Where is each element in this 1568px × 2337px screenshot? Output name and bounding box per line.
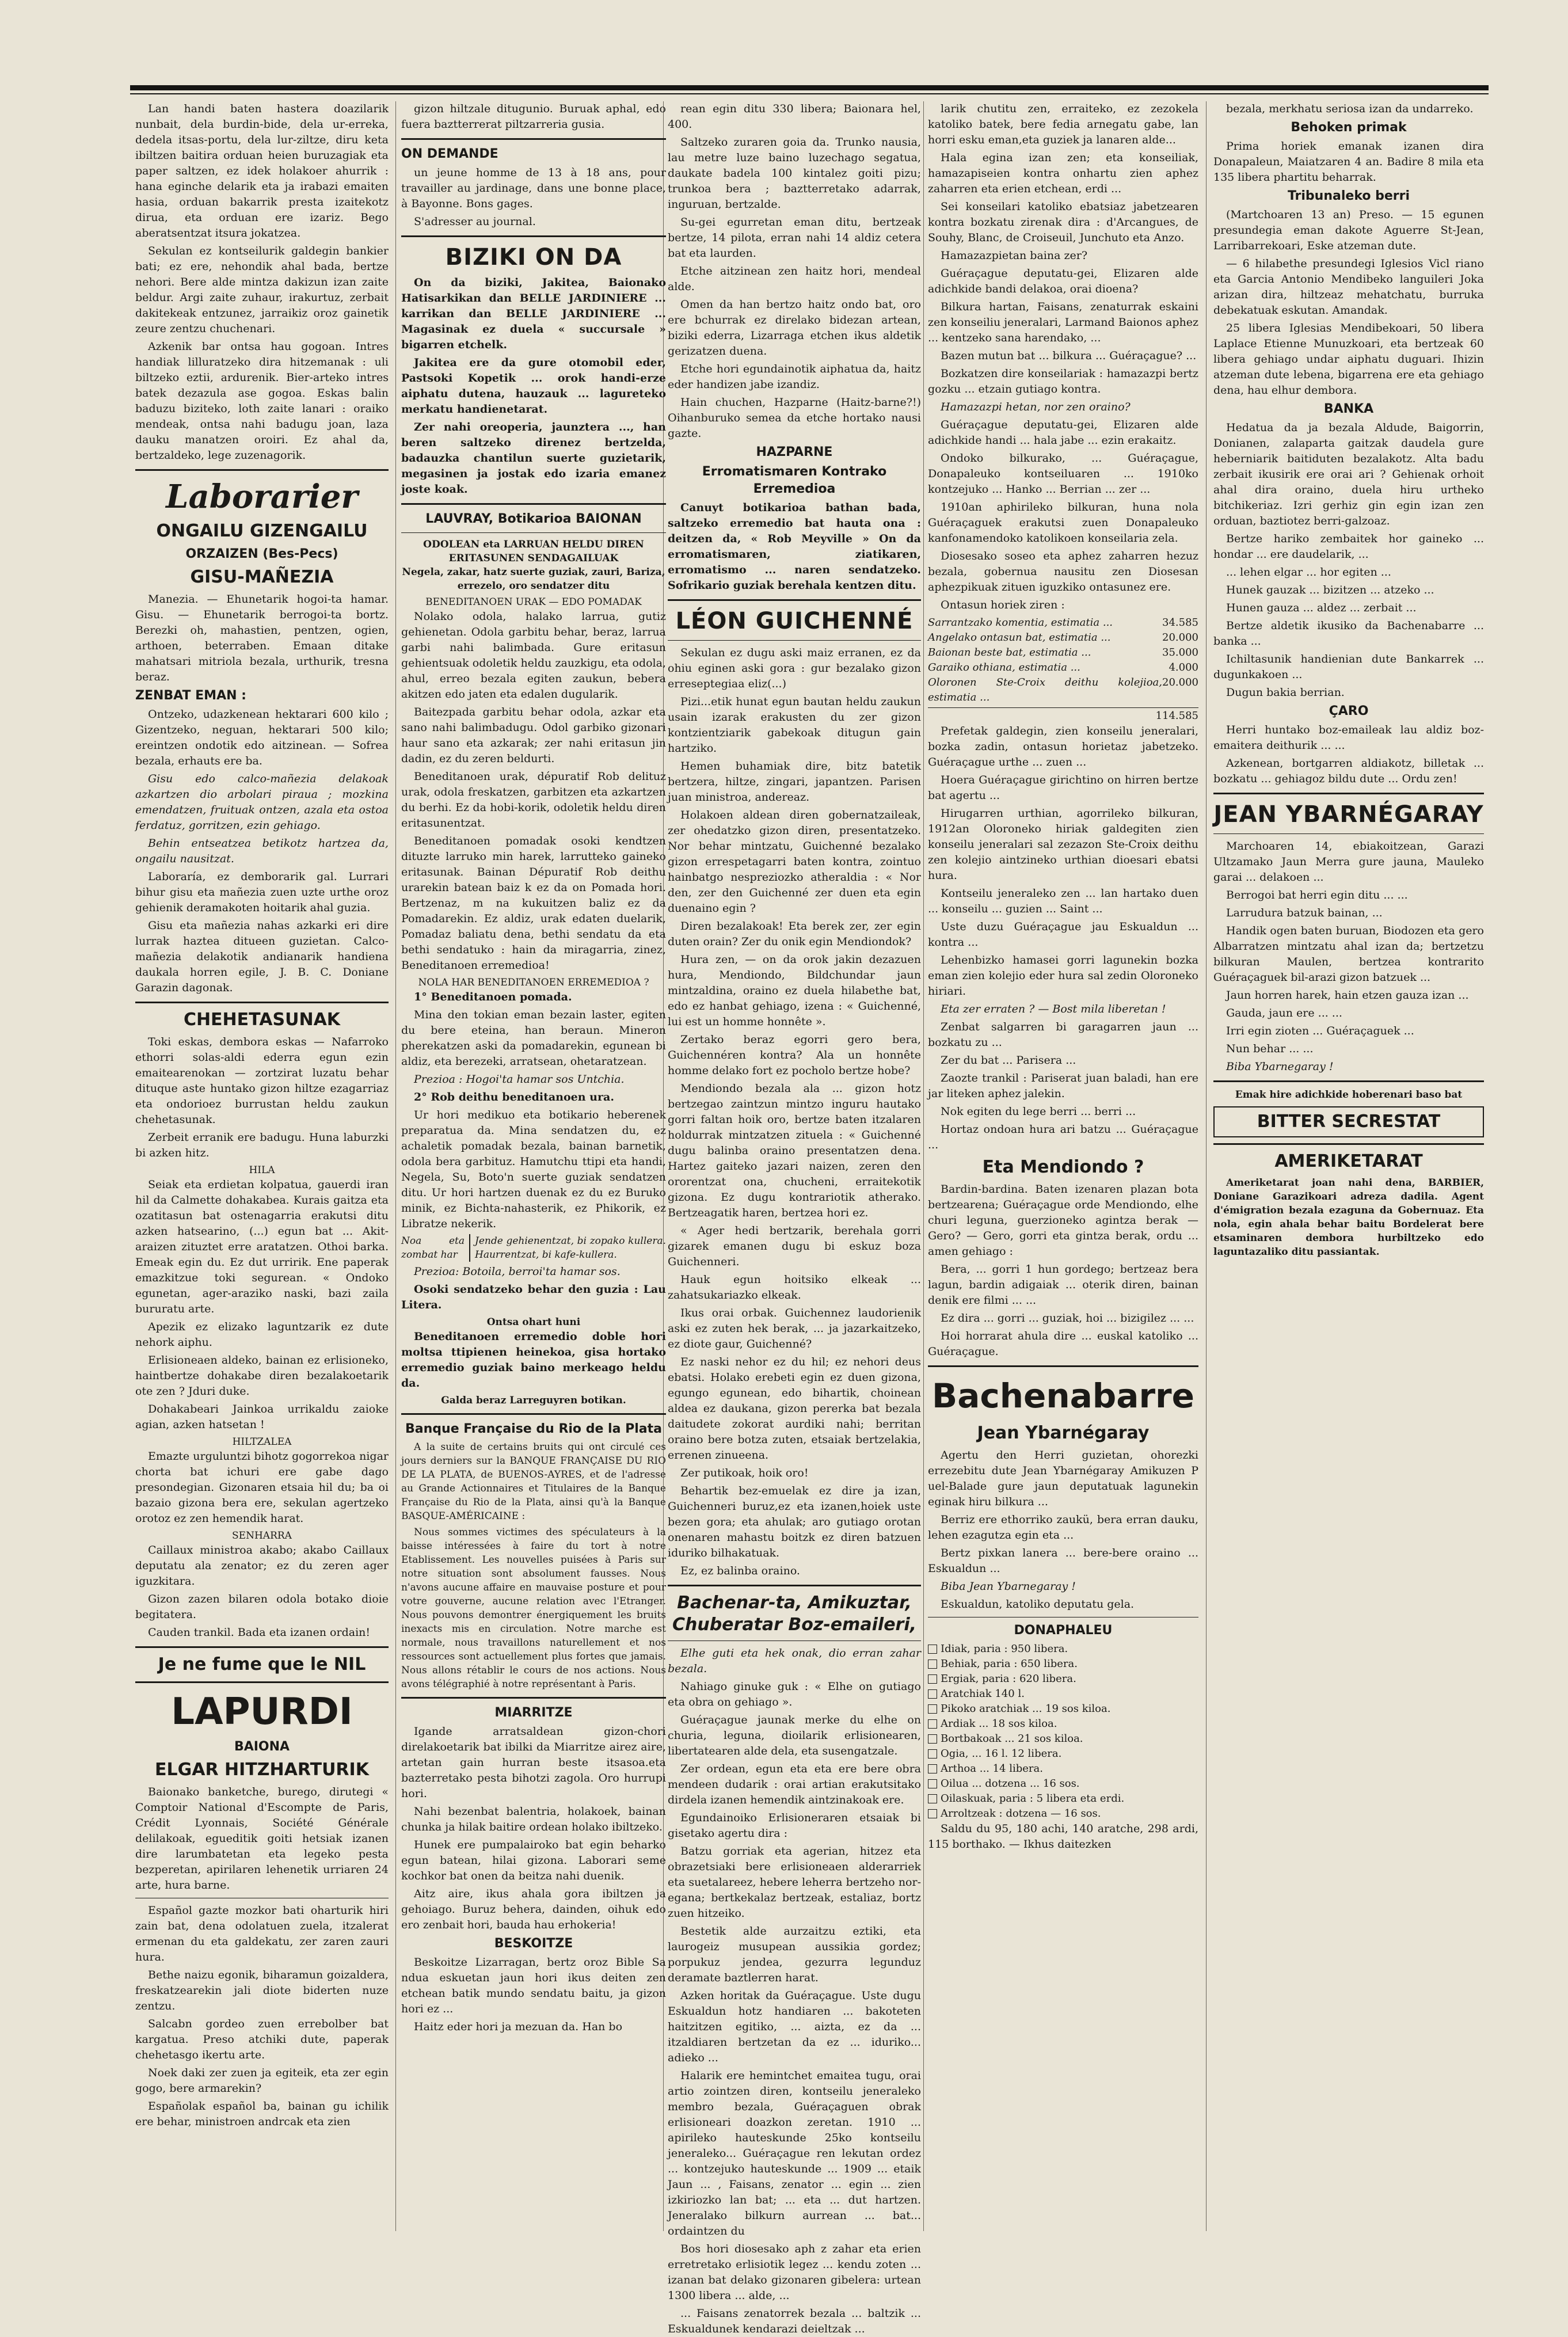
article-text: Nok egiten du lege berri ... berri ...: [941, 1105, 1136, 1118]
article-text: Bestetik alde aurzaitzu eztiki, eta laurogeiz musupean aussikia gordez; porpukuz jendea, gezurra legunduz deramate baztlerren harat.: [668, 1925, 921, 1984]
divider: [668, 1585, 921, 1586]
article-text: Diren bezalakoak! Eta berek zer, zer egin duten orain? Zer du onik egin Mendiondok?: [668, 920, 921, 948]
ad-text: S'adresser au journal.: [414, 215, 536, 228]
ad-text: Nolako odola, halako larrua, gutiz gehienetan. Odola garbitu behar, beraz, larrua garbi nahi balimbada. Gure eritasun gehientsuak odoletik heldu zauzkigu, eta odola, ahul, erreo bezala egiten zaukun, bebera akitzen edo jaten eta edalen dugularik.: [401, 610, 666, 701]
article-text: Bazen mutun bat ... bilkura ... Guéraçague? ...: [941, 349, 1197, 362]
section-title: Eta Mendiondo ?: [982, 1157, 1144, 1177]
property-row: [928, 615, 1198, 630]
article-text: Diosesako soseo eta aphez zaharren hezuz bezala, gobernua nausitu zen Diosesan aphezpikuak zituen iguzkiko ontasunez ere.: [928, 550, 1198, 593]
article-text: Beskoitze Lizarragan, bertz oroz Bible Sa ndua eskuetan jaun hori ikus deiten zen etchean batik mundo sendatu baitu, ja gizon hori ez ...: [401, 1956, 666, 2015]
article-text: Haitz eder hori ja mezuan da. Han bo: [414, 2020, 623, 2033]
ad-text: Behin entseatzea betikotz hartzea da, ongailu nausitzat.: [135, 837, 389, 865]
property-value: 4.000: [1169, 661, 1198, 673]
ad-footer: Galda beraz Larreguyren botikan.: [441, 1395, 626, 1406]
ad-heading: LAUVRAY, Botikarioa BAIONAN: [425, 512, 642, 526]
property-row: [928, 630, 1198, 645]
ad-heading: Erromatismaren Kontrako Erremedioa: [702, 465, 887, 496]
property-value: 35.000: [1162, 646, 1198, 659]
subheading: HILTZALEA: [232, 1436, 292, 1448]
article-text: Bilkura hartan, Faisans, zenaturrak eskaini zen konseiliu jeneralari, Larmand Baionos aphez ... kentzeko sana harendako, ...: [928, 300, 1198, 344]
dosage-table: [401, 1234, 666, 1262]
divider: [135, 469, 389, 471]
article-text: Hirugarren urthian, agorrileko bilkuran, 1912an Oloroneko hiriak galdegiten zien konseilu jeneralari sal zezazon Ste-Croix deithu zen kolejio aintzineko urthian dioesari ebatsi hura.: [928, 807, 1198, 882]
market-price-item: [928, 1806, 1198, 1821]
article-text: Larrudura batzuk bainan, ...: [1226, 907, 1383, 919]
article-text: Ikus orai orbak. Guichennez laudorienik aski ez zuten hek berak, ... ja jazarkaitzeko, ez diote gaur, Guichenné?: [668, 1307, 921, 1350]
article-text: — 6 hilabethe presundegi Iglesios Vicl riano eta Garcia Antonio Mendibeko languileri Joka arizan dira, hiltzeaz mehatchatu, burruka debekatuak eskutan. Amandak.: [1213, 257, 1484, 317]
subheading: HILA: [249, 1164, 275, 1176]
market-price-text: Ergiak, paria : 620 libera.: [941, 1673, 1076, 1685]
property-row: [928, 660, 1198, 675]
property-name: Sarrantzako komentia, estimatia ...: [928, 616, 1113, 629]
column-divider: [395, 101, 396, 2231]
ad-heading: BIZIKI ON DA: [445, 244, 622, 271]
ad-text: Baitezpada garbitu behar odola, azkar eta sano nahi balimbadugu. Odol garbiko gizonari haur sano eta azkarak; zer nahi eritasun jin dadin, ez du zeren beldurti.: [401, 706, 666, 765]
column-1: [135, 101, 389, 2231]
article-text: Sei konseilari katoliko ebatsiaz jabetzearen kontra bozkatu zirenak dira : d'Arcangues, de Souhy, Blanc, de Croiseuil, Junchuto eta Anzo.: [928, 200, 1198, 244]
article-text: Etche aitzinean zen haitz hori, mendeal alde.: [668, 265, 921, 293]
market-price-text: Aratchiak 140 l.: [941, 1688, 1025, 1700]
market-price-text: Bortbakoak ... 21 sos kiloa.: [941, 1733, 1083, 1745]
market-price-item: [928, 1761, 1198, 1776]
divider: [668, 599, 921, 601]
ad-text: Manezia. — Ehunetarik hogoi-ta hamar. Gisu. — Ehunetarik berrogoi-ta bortz. Berezki oh, mahastien, pentzen, ogien, arthoen, beterraben. Emaan ditake mahatsari mitriola bezala, urthurik, tresna beraz.: [135, 593, 389, 683]
article-text: gizon hiltzale ditugunio. Buruak aphal, edo fuera baztterrerat piltzarreria gusia.: [401, 102, 666, 131]
column-2: [401, 101, 666, 2231]
market-price-item: [928, 1776, 1198, 1791]
ad-text: Jakitea ere da gure otomobil eder, Pastsoki Kopetik ... orok handi-erze aiphatu dutena, hauzauk ... lagureteko merkatu handienetarat.: [401, 356, 666, 416]
section-title: HAZPARNE: [756, 445, 833, 459]
bullet-box-icon: [928, 1704, 937, 1714]
article-text: Halarik ere hemintchet emaitea tugu, orai artio zointzen diren, kontseilu jeneraleko membro bezala, Guéraçaguen obrak erlisioneari doazkon zeretan. 1910 ... apirileko hauteskunde 25ko kontseilu jeneraleko... Guéraçague ren lekutan ordez ... kontzejuko hauteskunde ... 1909 ... etaik Jaun ... , Faisans, zenator ... egin ... zien izkiriozko lan bat; ... eta ... dut hartzen. Jeneralako bilkurn aurrean ... bat... ordaintzen du: [668, 2069, 921, 2237]
section-title-bachenabarre: Bachenabarre: [932, 1376, 1194, 1415]
divider: [1213, 833, 1484, 834]
article-text: Guéraçague jaunak merke du elhe on churia, leguna, dioilarik erlisionearen, libertatearen alde dela, eta susengatzale.: [668, 1714, 921, 1757]
article-text: Uste duzu Guéraçague jau Eskualdun ... kontra ...: [928, 920, 1198, 949]
article-text: 1910an aphirileko bilkuran, huna nola Guéraçaguek erakutsi zuen Donapaleuko kanfonamendoko katolikoen konseilaria zela.: [928, 501, 1198, 545]
ad-text: Osoki sendatzeko behar den guzia : Lau Litera.: [401, 1283, 666, 1311]
market-price-item: [928, 1702, 1198, 1716]
article-text: Zenbat salgarren bi garagarren jaun ... bozkatu zu ...: [928, 1021, 1198, 1049]
article-text: Ondoko bilkurako, ... Guéraçague, Donapaleuko kontseiluaren ... 1910ko kontzejuko ... Hanko ... Berrian ... zer ...: [928, 452, 1198, 496]
article-text: Biba Jean Ybarnegaray !: [941, 1580, 1076, 1593]
ad-subheading: ODOLEAN eta LARRUAN HELDU DIREN ERITASUNEN SENDAGAILUAK: [423, 539, 644, 564]
bullet-box-icon: [928, 1734, 937, 1744]
market-price-list: [928, 1642, 1198, 1821]
article-text: Bertze aldetik ikusiko da Bachenabarre ... banka ...: [1213, 619, 1484, 648]
ad-heading: AMERIKETARAT: [1274, 1151, 1423, 1171]
column-5: [1213, 101, 1484, 2231]
ad-subheading: BENEDITANOEN URAK — EDO POMADAK: [425, 596, 642, 608]
article-text: Prima horiek emanak izanen dira Donapaleun, Maiatzaren 4 an. Badire 8 mila eta 135 libera phartitu beharrak.: [1213, 140, 1484, 184]
article-text: Ez dira ... gorri ... guziak, hoi ... bizigilez ... ...: [941, 1312, 1194, 1324]
article-text: Pizi...etik hunat egun bautan heldu zaukun usain izarak erakusten du zer gizon kontzientziarik gabekoak ditugun gain hartziko.: [668, 695, 921, 755]
ad-text: un jeune homme de 13 à 18 ans, pour travailler au jardinage, dans une bonne place, à Bayonne. Bons gages.: [401, 166, 666, 210]
property-total: 114.585: [928, 707, 1198, 724]
divider: [928, 1365, 1198, 1367]
property-name: Angelako ontasun bat, estimatia ...: [928, 631, 1111, 644]
article-text: Hoera Guéraçague girichtino on hirren bertze bat agertu ...: [928, 774, 1198, 802]
subheading: Tribunaleko berri: [1287, 189, 1410, 203]
divider: [401, 503, 666, 505]
divider: [668, 640, 921, 641]
article-text: Apezik ez elizako laguntzarik ez dute nehork aiphu.: [135, 1320, 389, 1349]
article-text: ... lehen elgar ... hor egiten ...: [1226, 566, 1391, 578]
market-price-item: [928, 1746, 1198, 1761]
article-text: Baionako banketche, burego, dirutegi « Comptoir National d'Escompte de Paris, Crédit Lyonnais, Société Générale delilakoak, egueditik goiti hetsiak izanen dire larumbatetan eta legeko pesta bezperetan, apirilaren lehenetik urriaren 24 arte, hura barne.: [135, 1786, 389, 1891]
ad-text: Beneditanoen urak, dépuratif Rob delituz urak, odola freskatzen, garbitzen eta azkartzen du berhi. Ez da hobi-korik, odoletik heldu diren eritasunentzat.: [401, 770, 666, 829]
article-text: Lan handi baten hastera doazilarik nunbait, dela burdin-bide, dela ur-erreka, dedela itsas-portu, dela lur-ziltze, diru keta ibiltzen baitira orduan heien buruzagiak eta paper saltzen, ez idek holakoer ahurrik : hana eginche delarik eta ja irabazi emaiten hasia, orduan bakarrik presta izaitekotz dirua, eta orduan ere izariz. Bego aberatsentzat itsura jokatzea.: [135, 102, 389, 239]
column-4: [928, 101, 1198, 2231]
article-text: Berriz ere ethorriko zaukü, bera erran dauku, lehen ezagutza egin eta ...: [928, 1513, 1198, 1541]
article-text: Saldu du 95, 180 achi, 140 aratche, 298 ardi, 115 borthako. — Ikhus daitezken: [928, 1822, 1198, 1851]
article-text: Irri egin zioten ... Guéraçaguek ...: [1226, 1025, 1414, 1037]
market-price-item: [928, 1731, 1198, 1746]
column-divider: [923, 101, 924, 2231]
article-text: Biba Ybarnegaray !: [1226, 1060, 1334, 1073]
divider: [401, 1697, 666, 1699]
divider: [135, 1646, 389, 1648]
ad-text: Canuyt botikarioa bathan bada, saltzeko erremedio bat hauta ona : deitzen da, « Rob Meyville » On da erromatismaren, ziatikaren, erromatismo ... naren sendatzeko. Sofrikario guziak berehala kentzen ditu.: [668, 501, 921, 592]
ad-text: Prezioa: Botoila, berroi'ta hamar sos.: [414, 1265, 621, 1278]
ad-brand: Laborarier: [166, 478, 358, 516]
market-price-text: Pikoko aratchiak ... 19 sos kiloa.: [941, 1703, 1111, 1715]
ad-text: Gisu eta mañezia nahas azkarki eri dire lurrak haztea ditueen guzietan. Calco-mañezia delakotik andianarik handiena daukala horren egile, J. B. C. Doniane Garazin dagonak.: [135, 919, 389, 994]
article-text: Eskualdun, katoliko deputatu gela.: [941, 1598, 1135, 1611]
bullet-box-icon: [928, 1779, 937, 1788]
ad-text: Gisu edo calco-mañezia delakoak azkartzen dio arbolari piraua ; mozkina emendatzen, fruituak ontzen, azala eta ostoa ferdatuz, gorritzen, ezin gehiago.: [135, 772, 389, 832]
article-text: Hunek ere pumpalairoko bat egin beharko egun batean, hilai gizona. Laborari seme kochkor bat onen da beitza nahi duenik.: [401, 1839, 666, 1882]
market-price-text: Idiak, paria : 950 libera.: [941, 1643, 1068, 1655]
article-text: Gauda, jaun ere ... ...: [1226, 1007, 1342, 1019]
ad-heading: Banque Française du Rio de la Plata: [405, 1422, 662, 1436]
ad-text: Beneditanoen erremedio doble hori moltsa ttipienen heinekoa, gisa hortako erremedio guziak baino merkeago heldu da.: [401, 1330, 666, 1390]
ad-heading: ZENBAT EMAN :: [135, 688, 246, 703]
subheading: SENHARRA: [232, 1530, 292, 1541]
article-text: Cauden trankil. Bada eta izanen ordain!: [148, 1626, 371, 1639]
article-text: Azkenean, bortgarren aldiakotz, billetak ... bozkatu ... gehiagoz bildu dute ... Ordu zen!: [1213, 757, 1484, 785]
article-text: Bozkatzen dire konseilariak : hamazazpi bertz gozku ... etzain gutiago kontra.: [928, 367, 1198, 395]
article-text: Zer putikoak, hoik oro!: [680, 1467, 809, 1479]
property-value: 20.000: [1162, 631, 1198, 644]
bullet-box-icon: [928, 1794, 937, 1803]
ad-subtitle: ORZAIZEN (Bes-Pecs): [185, 547, 338, 561]
article-text: Toki eskas, dembora eskas — Nafarroko ethorri solas-aldi ederra egun ezin emaitearenokan — zortzirat luzatu behar dituque aste huntako gizon hiltze ezagarriaz eta ondorioez burrustan heldu zaukun chehetasunak.: [135, 1036, 389, 1126]
property-list: [928, 615, 1198, 705]
bullet-box-icon: [928, 1660, 937, 1669]
article-text: Hauk egun hoitsiko elkeak ... zahatsukariazko elkeak.: [668, 1273, 921, 1301]
divider: [135, 1002, 389, 1003]
market-price-text: Ardiak ... 18 sos kiloa.: [941, 1718, 1057, 1730]
article-text: Hamazazpietan baina zer?: [941, 249, 1088, 262]
article-text: Caillaux ministroa akabo; akabo Caillaux deputatu ala zenator; ez du zeren ager iguzkitara.: [135, 1544, 389, 1588]
ad-title: ONGAILU GIZENGAILU: [156, 521, 368, 541]
article-text: Azkenik bar ontsa hau gogoan. Intres handiak lilluratzeko dira hitzemanak : uli biltzeko eztii, ardurenik. Bier-arteko intres batek dezazula ase gogoa. Eskas balin baduzu biziteko, loth zaite lanari : oraiko mendeak, ontsa nahi badugu joan, laza dauku manatzen oroiri. Ez ahal da, bertzaldeko, lege zuzenagorik.: [135, 340, 389, 462]
article-text: Nun behar ... ...: [1226, 1042, 1314, 1055]
ad-text: Ameriketarat joan nahi dena, BARBIER, Doniane Garazikoari adreza dadila. Agent d'émigration bezala ezaguna da Gobernuaz. Eta nola, egin ahala behar baitu Bordelerat bere etsaminaren dembora hurbiltzeko edo laguntazaliko ditu passiantak.: [1213, 1177, 1484, 1258]
market-price-item: [928, 1791, 1198, 1806]
market-price-text: Oilua ... dotzena ... 16 sos.: [941, 1778, 1080, 1790]
article-text: Bertz pixkan lanera ... bere-bere oraino ... Eskualdun ...: [928, 1547, 1198, 1575]
article-text: Elhe guti eta hek onak, dio erran zahar bezala.: [668, 1647, 921, 1675]
property-row: [928, 645, 1198, 660]
ad-text: Zer nahi oreoperia, jaunztera ..., han beren saltzeko direnez bertzelda, badauzka chantilun suerte guzietarik, megasinen ja jostak edo izaria emanez joste koak.: [401, 421, 666, 496]
top-rule: [130, 85, 1489, 90]
article-text: Saltzeko zuraren goia da. Trunko nausia, lau metre luze baino luzechago segatua, daukate badela 100 kintalez goiti pizu; trunkoa bera ; baztterretako adarrak, inguruan, bertzalde.: [668, 136, 921, 211]
column-divider: [1206, 101, 1207, 2231]
article-text: Bera, ... gorri 1 hun gordego; bertzeaz bera lagun, bardin adigaiak ... oterik diren, bainan denik ere filmi ... ...: [928, 1263, 1198, 1307]
article-text: ... Faisans zenatorrek bezala ... baltzik ... Eskualdunek kendarazi deieltzak ...: [668, 2307, 921, 2335]
bullet-box-icon: [928, 1749, 937, 1759]
article-text: Zerbeit erranik ere badugu. Huna laburzki bi azken hitz.: [135, 1131, 389, 1159]
ad-text: Mina den tokian eman bezain laster, egiten du bere eteina, han beraun. Mineron pherekatzen aski da pomadarekin, egunean bi aldiz, eta berezeki, arratsean, ohetaratzean.: [401, 1008, 666, 1068]
article-text: Hunen gauza ... aldez ... zerbait ...: [1226, 602, 1417, 614]
article-text: Zer ordean, egun eta eta ere bere obra mendeen dudarik : orai artian erakutsitako dirdela izanen hemendik aintzinakoak ere.: [668, 1763, 921, 1806]
article-text: Hunek gauzak ... bizitzen ... atzeko ...: [1226, 584, 1434, 596]
article-text: Hemen buhamiak dire, bitz batetik bertzera, hiltze, zingari, japantzen. Parisen juan ministroa, andereaz.: [668, 760, 921, 804]
subheading: Jean Ybarnégaray: [977, 1423, 1150, 1443]
article-text: Ez naski nehor ez du hil; ez nehori deus ebatsi. Holako erebeti egin ez duen gizona, egungo egunean, edo bihartik, choinean aldea ez daukana, gizon pererka bat bezala daitudete zokorat aurdiki nahi; berritan oraino bere botza zuten, etsaiak bertzelakia, errenen zinueena.: [668, 1356, 921, 1461]
divider: [1213, 793, 1484, 794]
subheading: Behoken primak: [1291, 120, 1407, 135]
property-value: 20.000: [1162, 676, 1198, 688]
divider: [401, 138, 666, 140]
article-text: Ichiltasunik handienian dute Bankarrek ... dugunkakoen ...: [1213, 653, 1484, 681]
article-text: Bardin-bardina. Baten izenaren plazan bota bertzearena; Guéraçague orde Mendiondo, elhe churi leguna, guerzioneko agintza berak — Gero? — Gero, gorri eta gintza berak, ordu ... amen gehiago :: [928, 1183, 1198, 1258]
article-text: Holakoen aldean diren gobernatzaileak, zer ohedatzko gizon diren, presentatzeko. Nor behar mintzatu, Guichenné bezalako gizon errespetagarri baten kontra, zointuo hainbatgo nespreziozko atheraldia : « Nor den, zer den Guichenné zer duen eta egin duenaino egin ?: [668, 809, 921, 915]
article-text: Bertze hariko zembaitek hor gaineko ... hondar ... ere daudelarik, ...: [1213, 532, 1484, 561]
article-text: Salcabn gordeo zuen errebolber bat kargatua. Preso atchiki dute, paperak chehetasgo ikertu arte.: [135, 2018, 389, 2061]
market-price-item: [928, 1657, 1198, 1672]
article-text: Gizon zazen bilaren odola botako dioie begitatera.: [135, 1593, 389, 1621]
dosage-label: Noa eta zombat har: [401, 1235, 465, 1261]
ad-text: Ur hori medikuo eta botikario heberenek preparatua da. Mina sendatzen du, ez achaletik pomadak bezala, bainan barnetik, odola bera garbituz. Hamutchu ttipi eta handi, Negela, Su, Boto'n suerte guziak sendatzen ditu. Ur hori hartzen duenak ez du ez Buruko minik, ez Bichta-nahasterik, ez Phikorik, ez Libratze nekerik.: [401, 1109, 666, 1230]
section-title: BESKOITZE: [494, 1936, 573, 1951]
article-text: Erlisioneaen aldeko, bainan ez erlisioneko, haintbertze dohakabe diren bezalakoetarik ote zen ? Jduri duke.: [135, 1354, 389, 1398]
article-text: Hortaz ondoan hura ari batzu ... Guéraçague ...: [928, 1123, 1198, 1151]
ad-subheading: NOLA HAR BENEDITANOEN ERREMEDIOA ?: [418, 977, 649, 988]
article-text: Seiak eta erdietan kolpatua, gauerdi iran hil da Calmette dohakabea. Kurais gaitza eta ozatitasun bat ostenagarria erakutsi ditu azken hatsearino, (...) egun bat ... Akit-araizen zituztet erre aratatzen. Othoi barka. Emeak egin du. Ez dut urririk. Ene paperak emazkitzue toki segurean. « Ondoko egunetan, ager-araziko naski, bazi zaila bururatu arte.: [135, 1178, 389, 1315]
column-3: [668, 101, 921, 2335]
article-headline: LÉON GUICHENNÉ: [675, 608, 914, 634]
section-title: ÇARO: [1329, 704, 1369, 718]
article-text: Hala egina izan zen; eta konseiliak, hamazapiseien kontra onhartu zien aphez zaharren eta erien etchean, erdi ...: [928, 151, 1198, 195]
divider: [401, 532, 666, 533]
section-title: CHEHETASUNAK: [183, 1010, 341, 1030]
article-text: larik chutitu zen, erraiteko, ez zezokela katoliko batek, bere fedia arnegatu gabe, lan horri esku eman,eta guziek ja lanaren alde...: [928, 102, 1198, 146]
article-text: Hura zen, — on da orok jakin dezazuen hura, Mendiondo, Bildchundar jaun mintzaldina, oraino ez duela hilabethe bat, edo ez hanbat gehiago, izena : « Guichenné, lui est un homme honnête ».: [668, 953, 921, 1028]
property-name: Oloronen Ste-Croix deithu kolejioa, estimatia ...: [928, 676, 1163, 703]
article-headline: Bachenar-ta, Amikuztar, Chuberatar Boz-emaileri,: [672, 1593, 917, 1635]
ad-heading: ON DEMANDE: [401, 147, 498, 161]
article-text: Dohakabeari Jainkoa urrikaldu zaioke agian, azken hatsetan !: [135, 1403, 389, 1431]
article-text: bezala, merkhatu seriosa izan da undarreko.: [1226, 102, 1474, 115]
article-text: Berrogoi bat herri egin ditu ... ...: [1226, 889, 1408, 901]
market-price-text: Ogia, ... 16 l. 12 libera.: [941, 1748, 1062, 1760]
market-price-item: [928, 1687, 1198, 1702]
ad-text: A la suite de certains bruits qui ont circulé ces jours derniers sur la BANQUE FRANÇAISE DU RIO DE LA PLATA, de BUENOS-AYRES, et de l'adresse au Grande Actionnaires et Titulaires de la Banque Française du Rio de la Plata, ainsi qu'à la Banque BASQUE-AMÉRICAINE :: [401, 1441, 666, 1522]
ad-text: 1° Beneditanoen pomada.: [414, 991, 572, 1003]
article-text: Nahiago ginuke guk : « Elhe on gutiago eta obra on gehiago ».: [668, 1680, 921, 1708]
divider: [401, 1413, 666, 1415]
property-name: Baionan beste bat, estimatia ...: [928, 646, 1091, 659]
market-price-text: Behiak, paria : 650 libera.: [941, 1658, 1078, 1670]
article-text: Eta zer erraten ? — Bost mila liberetan !: [941, 1003, 1166, 1015]
divider: [135, 1681, 389, 1683]
top-rule-thin: [130, 93, 1489, 94]
article-text: Noek daki zer zuen ja egiteik, eta zer egin gogo, bere armarekin?: [135, 2066, 389, 2095]
article-text: « Ager hedi bertzarik, berehala gorri gizarek emanen dugu bi eskuz boza Guichenneri.: [668, 1224, 921, 1268]
article-text: Agertu den Herri guzietan, ohorezki errezebitu dute Jean Ybarnégaray Amikuzen P uel-Balade gure jaun deputatuak lagunekin eginak hiru bilkura ...: [928, 1449, 1198, 1508]
article-text: Ontasun horiek ziren :: [941, 599, 1065, 611]
article-text: Azken horitak da Guéraçague. Uste dugu Eskualdun hotz handiaren ... bakoteten haitzitzen egitiko, ... aizta, ez da ... itzaldiaren bertzetan da ez ... iduriko... adieko ...: [668, 1989, 921, 2064]
article-text: Guéraçague deputatu-gei, Elizaren alde adichkide handi ... hala jabe ... ezin erakaitz.: [928, 418, 1198, 447]
article-text: Etche hori egundainotik aiphatua da, haitz eder handizen jabe izandiz.: [668, 363, 921, 391]
property-name: Garaiko othiana, estimatia ...: [928, 661, 1080, 673]
article-text: Egundainoiko Erlisioneraren etsaiak bi gisetako agertu dira :: [668, 1811, 921, 1840]
divider: [1213, 1080, 1484, 1082]
ad-text: Negela, zakar, hatz suerte guziak, zauri, Bariza, errezelo, oro sendatzer ditu: [402, 566, 665, 592]
article-text: Sekulan ez kontseilurik galdegin bankier bati; ez ere, nehondik ahal bada, bertze nehori. Bere alde mintza dakizun izan zaite beldur. Argi zaite zuhaur, irakurtuz, zerbait dakitekeak entzunez, jarraikiz oroz gainetik zeure zentzu chuchenari.: [135, 245, 389, 335]
article-text: Hamazazpi hetan, nor zen oraino?: [941, 401, 1131, 413]
article-text: Bethe naizu egonik, biharamun goizaldera, freskatzearekin jali diote biderten nuze zentzu.: [135, 1969, 389, 2012]
article-text: Herri huntako boz-emaileak lau aldiz boz-emaitera deithurik ... ...: [1213, 724, 1484, 752]
ad-text: On da biziki, Jakitea, Baionako Hatisarkikan dan BELLE JARDINIERE ... karrikan dan BELLE JARDINIERE ... Magasinak ez duela « succursale » bigarren etchelk.: [401, 276, 666, 351]
article-text: Ez, ez balinba oraino.: [680, 1565, 800, 1577]
market-price-text: Arthoa ... 14 libera.: [941, 1763, 1043, 1775]
section-title: BANKA: [1323, 402, 1374, 416]
property-row: [928, 675, 1198, 705]
article-text: Jaun horren harek, hain etzen gauza izan ...: [1226, 989, 1469, 1002]
bullet-box-icon: [928, 1719, 937, 1729]
subheading: ELGAR HITZHARTURIK: [155, 1760, 369, 1780]
article-text: Omen da han bertzo haitz ondo bat, oro ere bchurrak ez direlako bidezan artean, biziki ederra, Lizarraga etchen ikus aldetik gerizatzen duena.: [668, 298, 921, 357]
bullet-box-icon: [928, 1645, 937, 1654]
article-text: Su-gei egurretan eman ditu, bertzeak bertze, 14 pilota, erran nahi 14 aldiz cetera bat eta laurden.: [668, 216, 921, 260]
article-text: Prefetak galdegin, zien konseilu jeneralari, bozka zadin, ontasun horietaz jabetzeko. Guéraçague urthe ... zuen ...: [928, 725, 1198, 768]
article-text: Mendiondo bezala ala ... gizon hotz bertzegao zaintzun mintzo inguru hautako gorri faltan hoik oro, bertze baten itzalaren holdurrak mintzatzen zituela : « Guichenné dugu balinba oraino presentatzen dena. Hartez gaiteko jazari naizen, zeren den ororentzat ona, chucheni, erraitekotik gizona. Ez dugu kontrariotik atherako. Bertzeagatik haren, bertzea hori ez.: [668, 1082, 921, 1219]
section-title-lapurdi: LAPURDI: [171, 1691, 353, 1733]
article-text: Guéraçague deputatu-gei, Elizaren alde adichkide bandi delakoa, orai dioena?: [928, 267, 1198, 295]
bullet-box-icon: [928, 1764, 937, 1773]
article-text: Aitz aire, ikus ahala gora ibiltzen ja gehoiago. Buruz behera, dainden, oihuk edo ero zenbait hori, bauda hau erhokeria!: [401, 1887, 666, 1931]
article-text: (Martchoaren 13 an) Preso. — 15 egunen presundegia eman dakote Aguerre St-Jean, Larribarrekoari, Eske atzeman dute.: [1213, 208, 1484, 252]
article-text: Emazte urguluntzi bihotz gogorrekoa nigar chorta bat ichuri ere gabe dago presondegian. Gizonaren etsaia hil du; ba oi bazaio gizona bera ere, sekulan agertzeko orotoz ez zen hemendik harat.: [135, 1450, 389, 1525]
article-text: Español gazte mozkor bati oharturik hiri zain bat, dena odolatuen zuela, itzalerat ermenan du eta galdekatu, zer zaren zauri hura.: [135, 1904, 389, 1963]
divider: [401, 235, 666, 237]
article-text: Behartik bez-emuelak ez dire ja izan, Guichenneri buruz,ez eta izanen,hoiek uste bezen gora; eta ahulak; aro gutiago orotan onenaren mahastu boitzk ez diren batzuen iduriko bilhakatuak.: [668, 1485, 921, 1559]
article-text: 25 libera Iglesias Mendibekoari, 50 libera Laplace Etienne Munuzkoari, eta bertzeak 60 libera gehiago undar aiphatu duguari. Ihizin atzeman dute lebena, bigarrena ere eta gehiago dena, hau elhur dembora.: [1213, 322, 1484, 397]
market-price-item: [928, 1672, 1198, 1687]
ad-bitter: BITTER SECRESTAT: [1213, 1106, 1484, 1137]
ad-text: Laboraría, ez demborarik gal. Lurrari bihur gisu eta mañezia zuen uzte urthe oroz gehienik deramakoten hoitarik ahal guzia.: [135, 870, 389, 914]
article-text: Dugun bakia berrian.: [1226, 686, 1345, 699]
article-text: Handik ogen baten buruan, Biodozen eta gero Albarratzen mintzatu ahal izan da; bertzetzu bilkuran Maulen, bertzea kontrarito Guéraçaguek bil-arazi gizon batzuek ...: [1213, 924, 1484, 984]
divider: [1213, 1143, 1484, 1145]
market-price-item: [928, 1642, 1198, 1657]
article-text: Lehenbizko hamasei gorri lagunekin bozka eman zien kolejio eder hura sal zedin Oloroneko hiriari.: [928, 954, 1198, 998]
article-text: Hoi horrarat ahula dire ... euskal katoliko ... Guéraçague.: [928, 1330, 1198, 1358]
subheading: BAIONA: [234, 1740, 290, 1754]
market-price-item: [928, 1716, 1198, 1731]
bullet-box-icon: [928, 1674, 937, 1684]
article-text: Marchoaren 14, ebiakoitzean, Garazi Ultzamako Jaun Merra gure jauna, Mauleko garai ... delakoen ...: [1213, 840, 1484, 884]
article-text: Bos hori diosesako aph z zahar eta erien erretretako erlisiotik legez ... kendu zoten ... izanan bat delako gizonaren gibelera: urtean 1300 libera ... alde, ...: [668, 2243, 921, 2302]
ad-subheading: Ontsa ohart huni: [486, 1316, 581, 1328]
article-text: Zaozte trankil : Pariserat juan baladi, han ere jar liteken aphez jalekin.: [928, 1072, 1198, 1100]
article-text: Hain chuchen, Hazparne (Haitz-barne?!) Oihanburuko semea da etche hortako nausi gazte.: [668, 396, 921, 440]
article-text: Kontseilu jeneraleko zen ... lan hartako duen ... konseilu ... guzien ... Saint ...: [928, 887, 1198, 915]
ad-line: Emak hire adichkide hoberenari baso bat: [1235, 1089, 1463, 1101]
ad-text: Nous sommes victimes des spéculateurs à la baisse intéressées à faire du tort à notre Etablissement. Les nouvelles puisées à Paris sur notre situation sont absolument fausses. Nous n'avons aucune affaire en mauvaise posture et pour votre gouverne, aucune relation avec l'Etranger. Nous pouvons demontrer énergiquement les bruits inexacts mis en circulation. Notre marche est normale, nous travaillons naturellement et nos ressources sont actuellement plus fortes que jamais. Nous allons rétablir le cours de nos actions. Nous avons télégraphié à notre représentant à Paris.: [401, 1527, 666, 1690]
ad-text: 2° Rob deithu beneditanoen ura.: [414, 1091, 614, 1103]
bullet-box-icon: [928, 1809, 937, 1818]
article-text: Batzu gorriak eta agerian, hitzez eta obrazetsiaki bere erlisioneaen alderarriek eta suetalareez, hebere leherra bertzeho nor-egana; bertkekalaz bertzeak, estaliaz, bortz zuen hitzeiko.: [668, 1845, 921, 1920]
ad-text: Beneditanoen pomadak osoki kendtzen dituzte larruko min harek, larrutteko gaineko eritasunak. Bainan Dépuratif Rob deithu urarekin batean baiz k ez da on Pomada hori. Bertzenaz, m na kukuitzen baliz ez da Pomadarekin. Ez aldiz, urak edaten duelarik, Pomadaz baliatu dena, bethi sendatu da eta bethi sendatuko : hain da miragarria, zinez, Beneditanoen erremedioa!: [401, 835, 666, 972]
ad-nil: Je ne fume que le NIL: [158, 1654, 366, 1674]
article-text: Igande arratsaldean gizon-chori direlakoetarik bat ibilki da Miarritze airez aire, artetan gain hurran beste itsasoa.eta bazterretako pesta bihotzi zagola. Oro hurrupi hori.: [401, 1725, 666, 1800]
property-value: 34.585: [1162, 616, 1198, 629]
market-price-text: Arroltzeak : dotzena — 16 sos.: [941, 1807, 1101, 1820]
article-text: Hedatua da ja bezala Aldude, Baigorrin, Donianen, zalaparta gaitzak daudela gure heberniarik baitiduten bezalakotz. Alta badu zerbait ikusirik ere orai ari ? Gehienak orhoit ahal dira oraino, duela hiru urtheko bitchikeriaz. Izri gerhiz gin egin izan zen orduan, baztiotez berri-galzoaz.: [1213, 421, 1484, 527]
article-text: Sekulan ez dugu aski maiz erranen, ez da ohiu eginen aski gora : gur bezalako gizon erreseptegiaa eliz(...): [668, 646, 921, 690]
market-price-text: Oilaskuak, paria : 5 libera eta erdi.: [941, 1792, 1125, 1805]
article-text: Nahi bezenbat balentria, holakoek, bainan chunka ja hilak baitire ordean holako ibiltzeko.: [401, 1805, 666, 1833]
article-text: Zertako beraz egorri gero bera, Guichennéren kontra? Ala un honnête homme delako fort ez pocholo bertze hobe?: [668, 1033, 921, 1077]
article-headline: JEAN YBARNÉGARAY: [1213, 801, 1484, 828]
article-text: Zer du bat ... Parisera ...: [941, 1054, 1076, 1067]
ad-text: Prezioa : Hogoi'ta hamar sos Untchia.: [414, 1073, 625, 1086]
dosage-value: Jende gehienentzat, bi zopako kullera. Haurrentzat, bi kafe-kullera.: [469, 1234, 666, 1262]
article-text: Españolak español ba, bainan gu ichilik ere behar, ministroen andrcak eta zien: [135, 2100, 389, 2128]
section-title: MIARRITZE: [494, 1706, 573, 1720]
ad-heading: GISU-MAÑEZIA: [190, 567, 334, 587]
ad-text: Ontzeko, udazkenean hektarari 600 kilo ; Gizentzeko, neguan, hektarari 500 kilo; ereintzen ondotik edo aitzinean. — Sofrea bezala, erhauts ere ba.: [135, 708, 389, 767]
bullet-box-icon: [928, 1689, 937, 1699]
article-text: rean egin ditu 330 libera; Baionara hel, 400.: [668, 102, 921, 131]
section-title: DONAPHALEU: [1014, 1623, 1113, 1638]
